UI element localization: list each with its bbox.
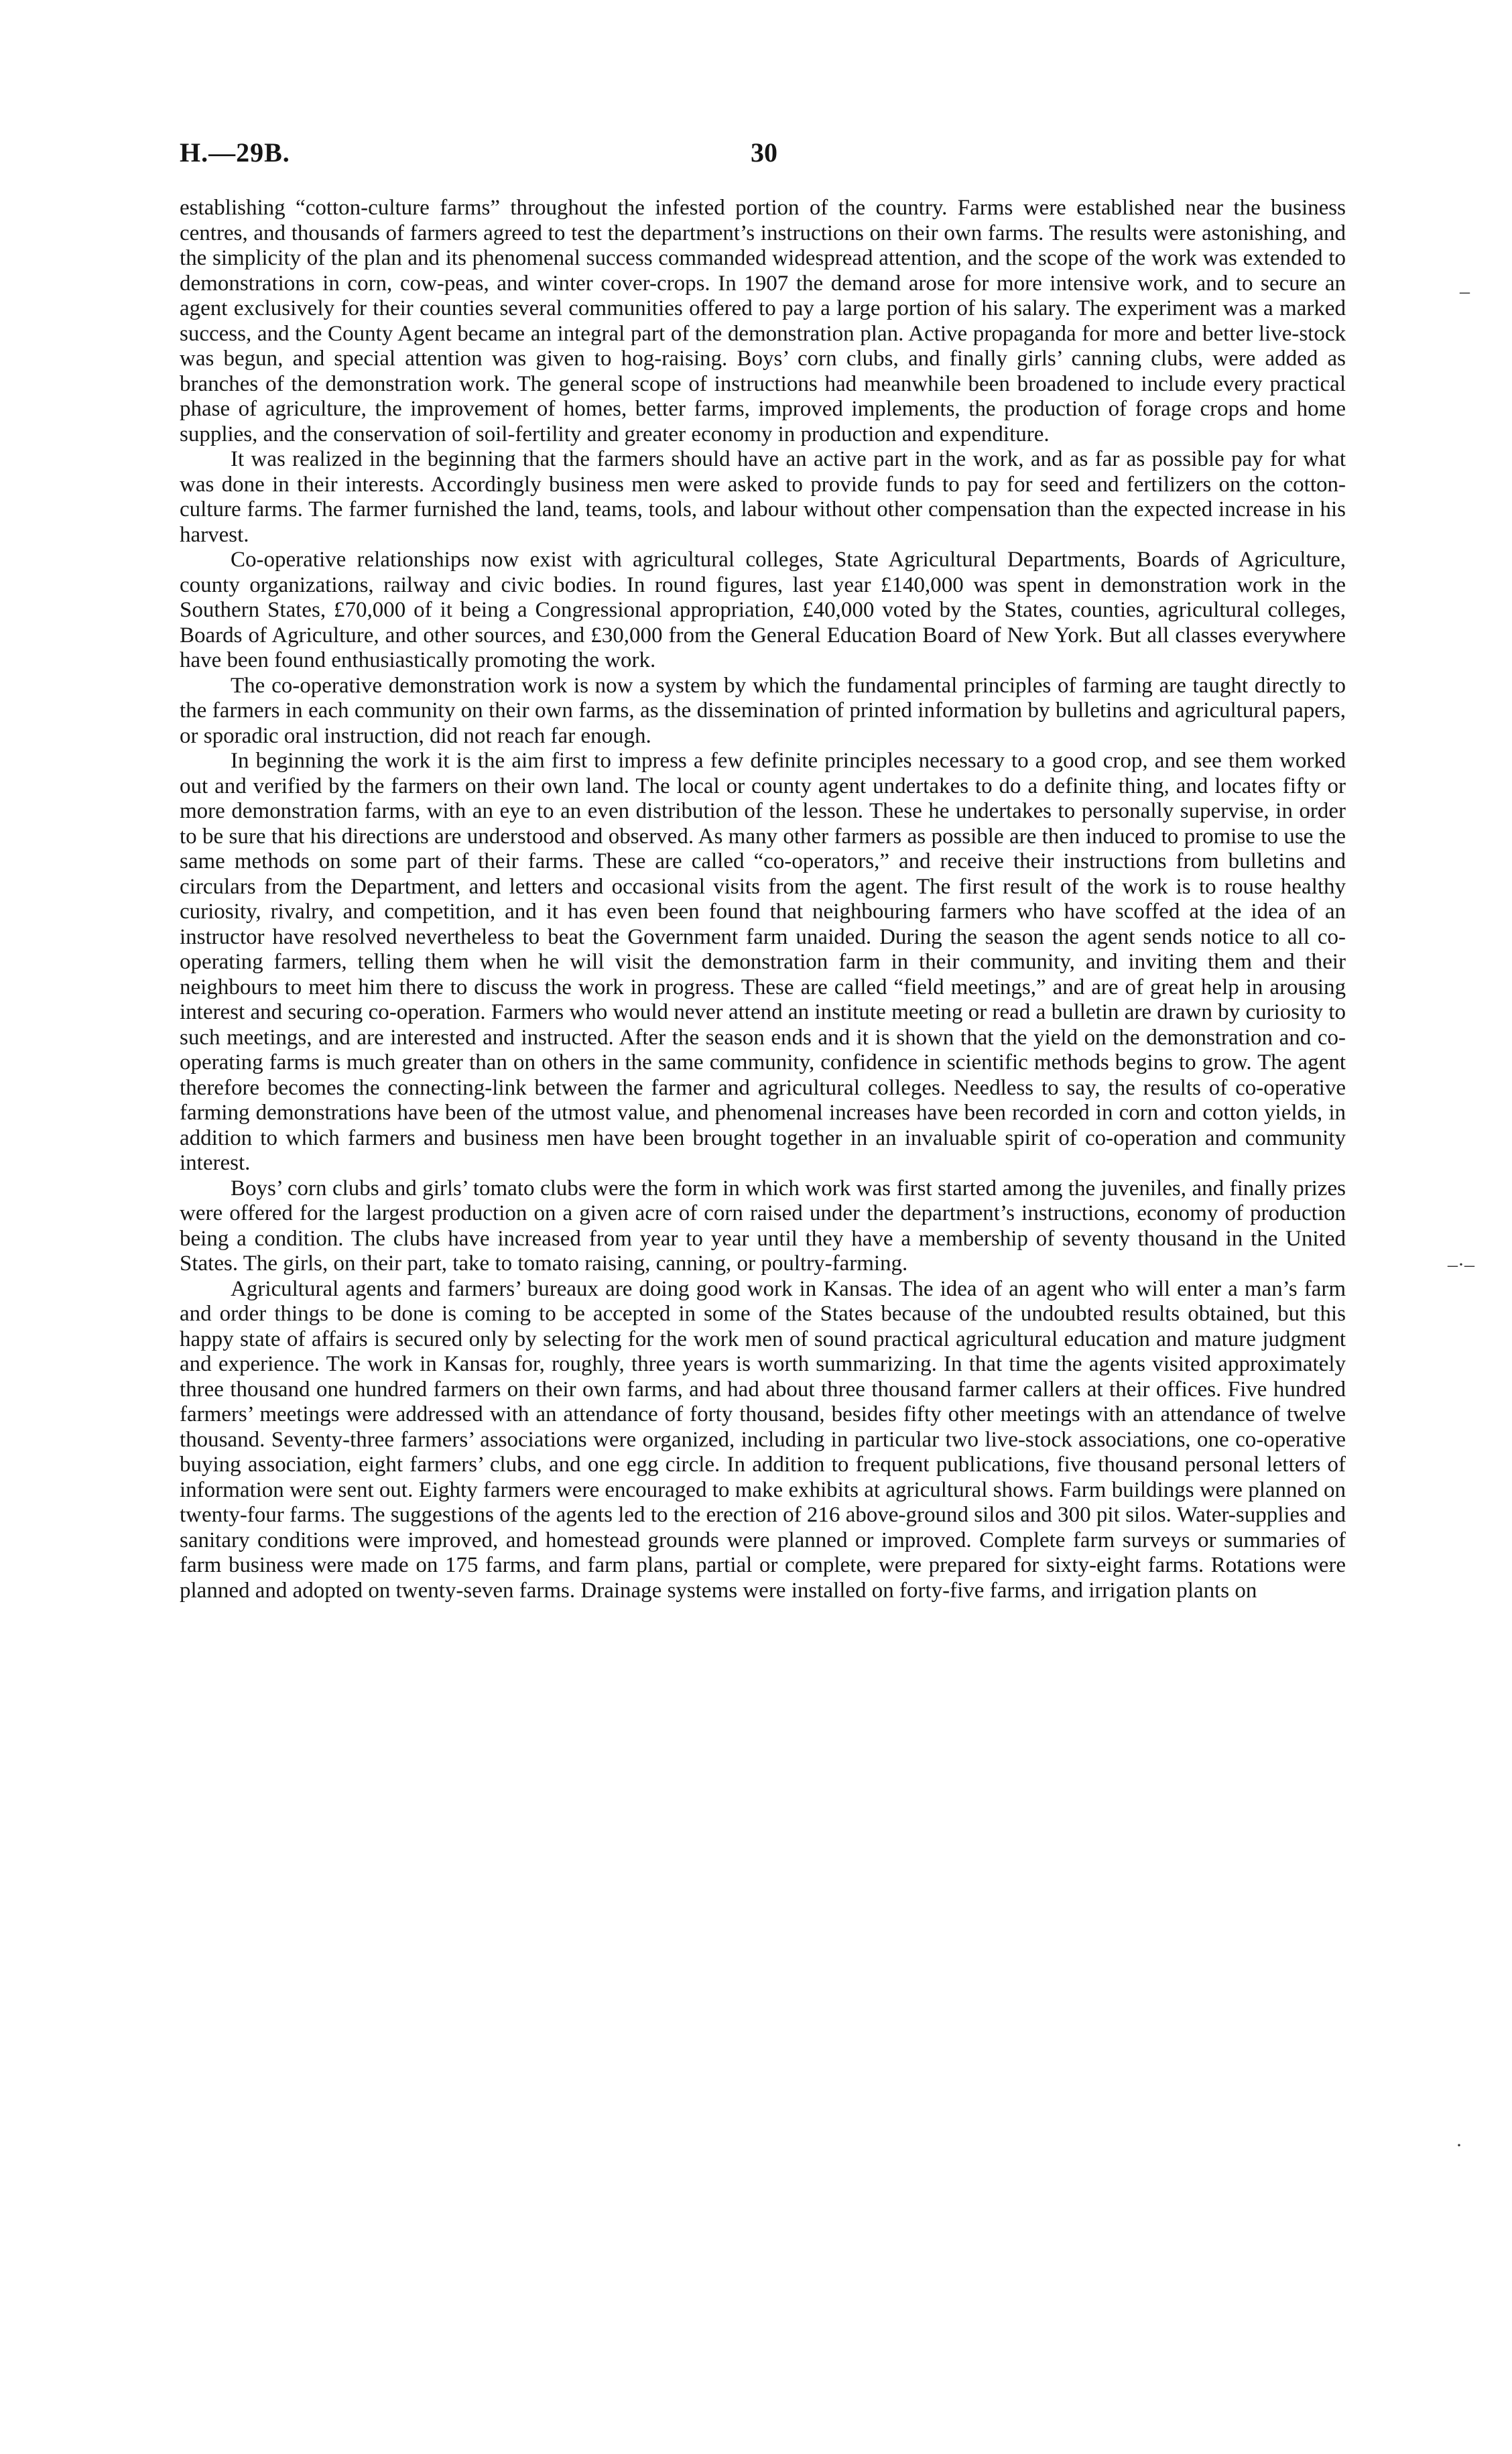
page-number: 30 xyxy=(751,137,777,168)
paragraph: Boys’ corn clubs and girls’ tomato clubs were the form in which work was first started among the juveniles, and finally prizes were offered for the largest production on a given acre of corn raised under the department’s instructions, economy of production being a condition. The clubs have increased from year to year until they have a membership of seventy thousand in the United States. The girls, on their part, take to tomato raising, canning, or poultry-farming. xyxy=(180,1176,1346,1276)
paragraph: The co-operative demonstration work is now a system by which the fundamental principles of farming are taught directly to the farmers in each community on their own farms, as the dissemination of printed information by bulletins and agricultural papers, or sporadic oral instruction, did not reach far enough. xyxy=(180,673,1346,748)
paragraph: It was realized in the beginning that the farmers should have an active part in the work, and as far as possible pay for what was done in their interests. Accordingly business men were asked to provide funds to pay for seed and fertilizers on the cotton-culture farms. The farmer furnished the land, teams, tools, and labour without other compensation than the expected increase in his harvest. xyxy=(180,447,1346,547)
page-header xyxy=(180,137,1346,177)
margin-dash-mark: –·– xyxy=(1448,1253,1474,1276)
margin-dash-mark: – xyxy=(1460,280,1470,302)
paragraph-continuation: establishing “cotton-culture farms” throughout the infested portion of the country. Farms were established near the business centres, and thousands of farmers agreed to test the department’s instructions on their own farms. The results were astonishing, and the simplicity of the plan and its phenomenal success commanded widespread attention, and the scope of the work was extended to demonstrations in corn, cow-peas, and winter cover-crops. In 1907 the demand arose for more intensive work, and to secure an agent exclusively for their counties several communities offered to pay a large portion of his salary. The experiment was a marked success, and the County Agent became an integral part of the demonstration plan. Active propaganda for more and better live-stock was begun, and special attention was given to hog-raising. Boys’ corn clubs, and finally girls’ canning clubs, were added as branches of the demonstration work. The general scope of instructions had meanwhile been broadened to include every practical phase of agriculture, the improvement of homes, better farms, improved implements, the production of forage crops and home supplies, and the conservation of soil-fertility and greater economy in production and expenditure. xyxy=(180,196,1346,446)
margin-dot-mark: · xyxy=(1456,2134,1462,2156)
paragraph: In beginning the work it is the aim first to impress a few definite principles necessary to a good crop, and see them worked out and verified by the farmers on their own land. The local or county agent undertakes to do a definite thing, and locates fifty or more demonstration farms, with an eye to an even distribution of the lesson. These he undertakes to personally supervise, in order to be sure that his directions are understood and observed. As many other farmers as possible are then induced to promise to use the same methods on some part of their farms. These are called “co-operators,” and receive their instructions from bulletins and circulars from the Department, and letters and occasional visits from the agent. The first result of the work is to rouse healthy curiosity, rivalry, and competition, and it has even been found that neighbouring farmers who have scoffed at the idea of an instructor have resolved nevertheless to beat the Government farm unaided. During the season the agent sends notice to all co-operating farmers, telling them when he will visit the demonstration farm in their community, and inviting them and their neighbours to meet him there to discuss the work in progress. These are called “field meetings,” and are of great help in arousing interest and securing co-operation. Farmers who would never attend an institute meeting or read a bulletin are drawn by curiosity to such meetings, and are interested and instructed. After the season ends and it is shown that the yield on the demonstration and co-operating farms is much greater than on others in the same community, confidence in scientific methods begins to grow. The agent therefore becomes the connecting-link between the farmer and agricultural colleges. Needless to say, the results of co-operative farming demonstrations have been of the utmost value, and phenomenal increases have been recorded in corn and cotton yields, in addition to which farmers and business men have been brought together in an invaluable spirit of co-operation and community interest. xyxy=(180,749,1346,1175)
document-reference: H.—29B. xyxy=(180,137,290,168)
body-text xyxy=(180,196,1346,1603)
paragraph: Co-operative relationships now exist with agricultural colleges, State Agricultural Departments, Boards of Agriculture, county organizations, railway and civic bodies. In round figures, last year £140,000 was spent in demonstration work in the Southern States, £70,000 of it being a Congressional appropriation, £40,000 voted by the States, counties, agricultural colleges, Boards of Agriculture, and other sources, and £30,000 from the General Education Board of New York. But all classes everywhere have been found enthusiastically promoting the work. xyxy=(180,548,1346,672)
paragraph: Agricultural agents and farmers’ bureaux are doing good work in Kansas. The idea of an agent who will enter a man’s farm and order things to be done is coming to be accepted in some of the States because of the undoubted results obtained, but this happy state of affairs is secured only by selecting for the work men of sound practical agricultural education and mature judgment and experience. The work in Kansas for, roughly, three years is worth summarizing. In that time the agents visited approximately three thousand one hundred farmers on their own farms, and had about three thousand farmer callers at their offices. Five hundred farmers’ meetings were addressed with an attendance of forty thousand, besides fifty other meetings with an attendance of twelve thousand. Seventy-three farmers’ associations were organized, including in particular two live-stock associations, one co-operative buying association, eight farmers’ clubs, and one egg circle. In addition to frequent publications, five thousand personal letters of information were sent out. Eighty farmers were encouraged to make exhibits at agricultural shows. Farm buildings were planned on twenty-four farms. The suggestions of the agents led to the erection of 216 above-ground silos and 300 pit silos. Water-supplies and sanitary conditions were improved, and homestead grounds were planned or improved. Complete farm surveys or summaries of farm business were made on 175 farms, and farm plans, partial or complete, were prepared for sixty-eight farms. Rotations were planned and adopted on twenty-seven farms. Drainage systems were installed on forty-five farms, and irrigation plants on xyxy=(180,1276,1346,1603)
